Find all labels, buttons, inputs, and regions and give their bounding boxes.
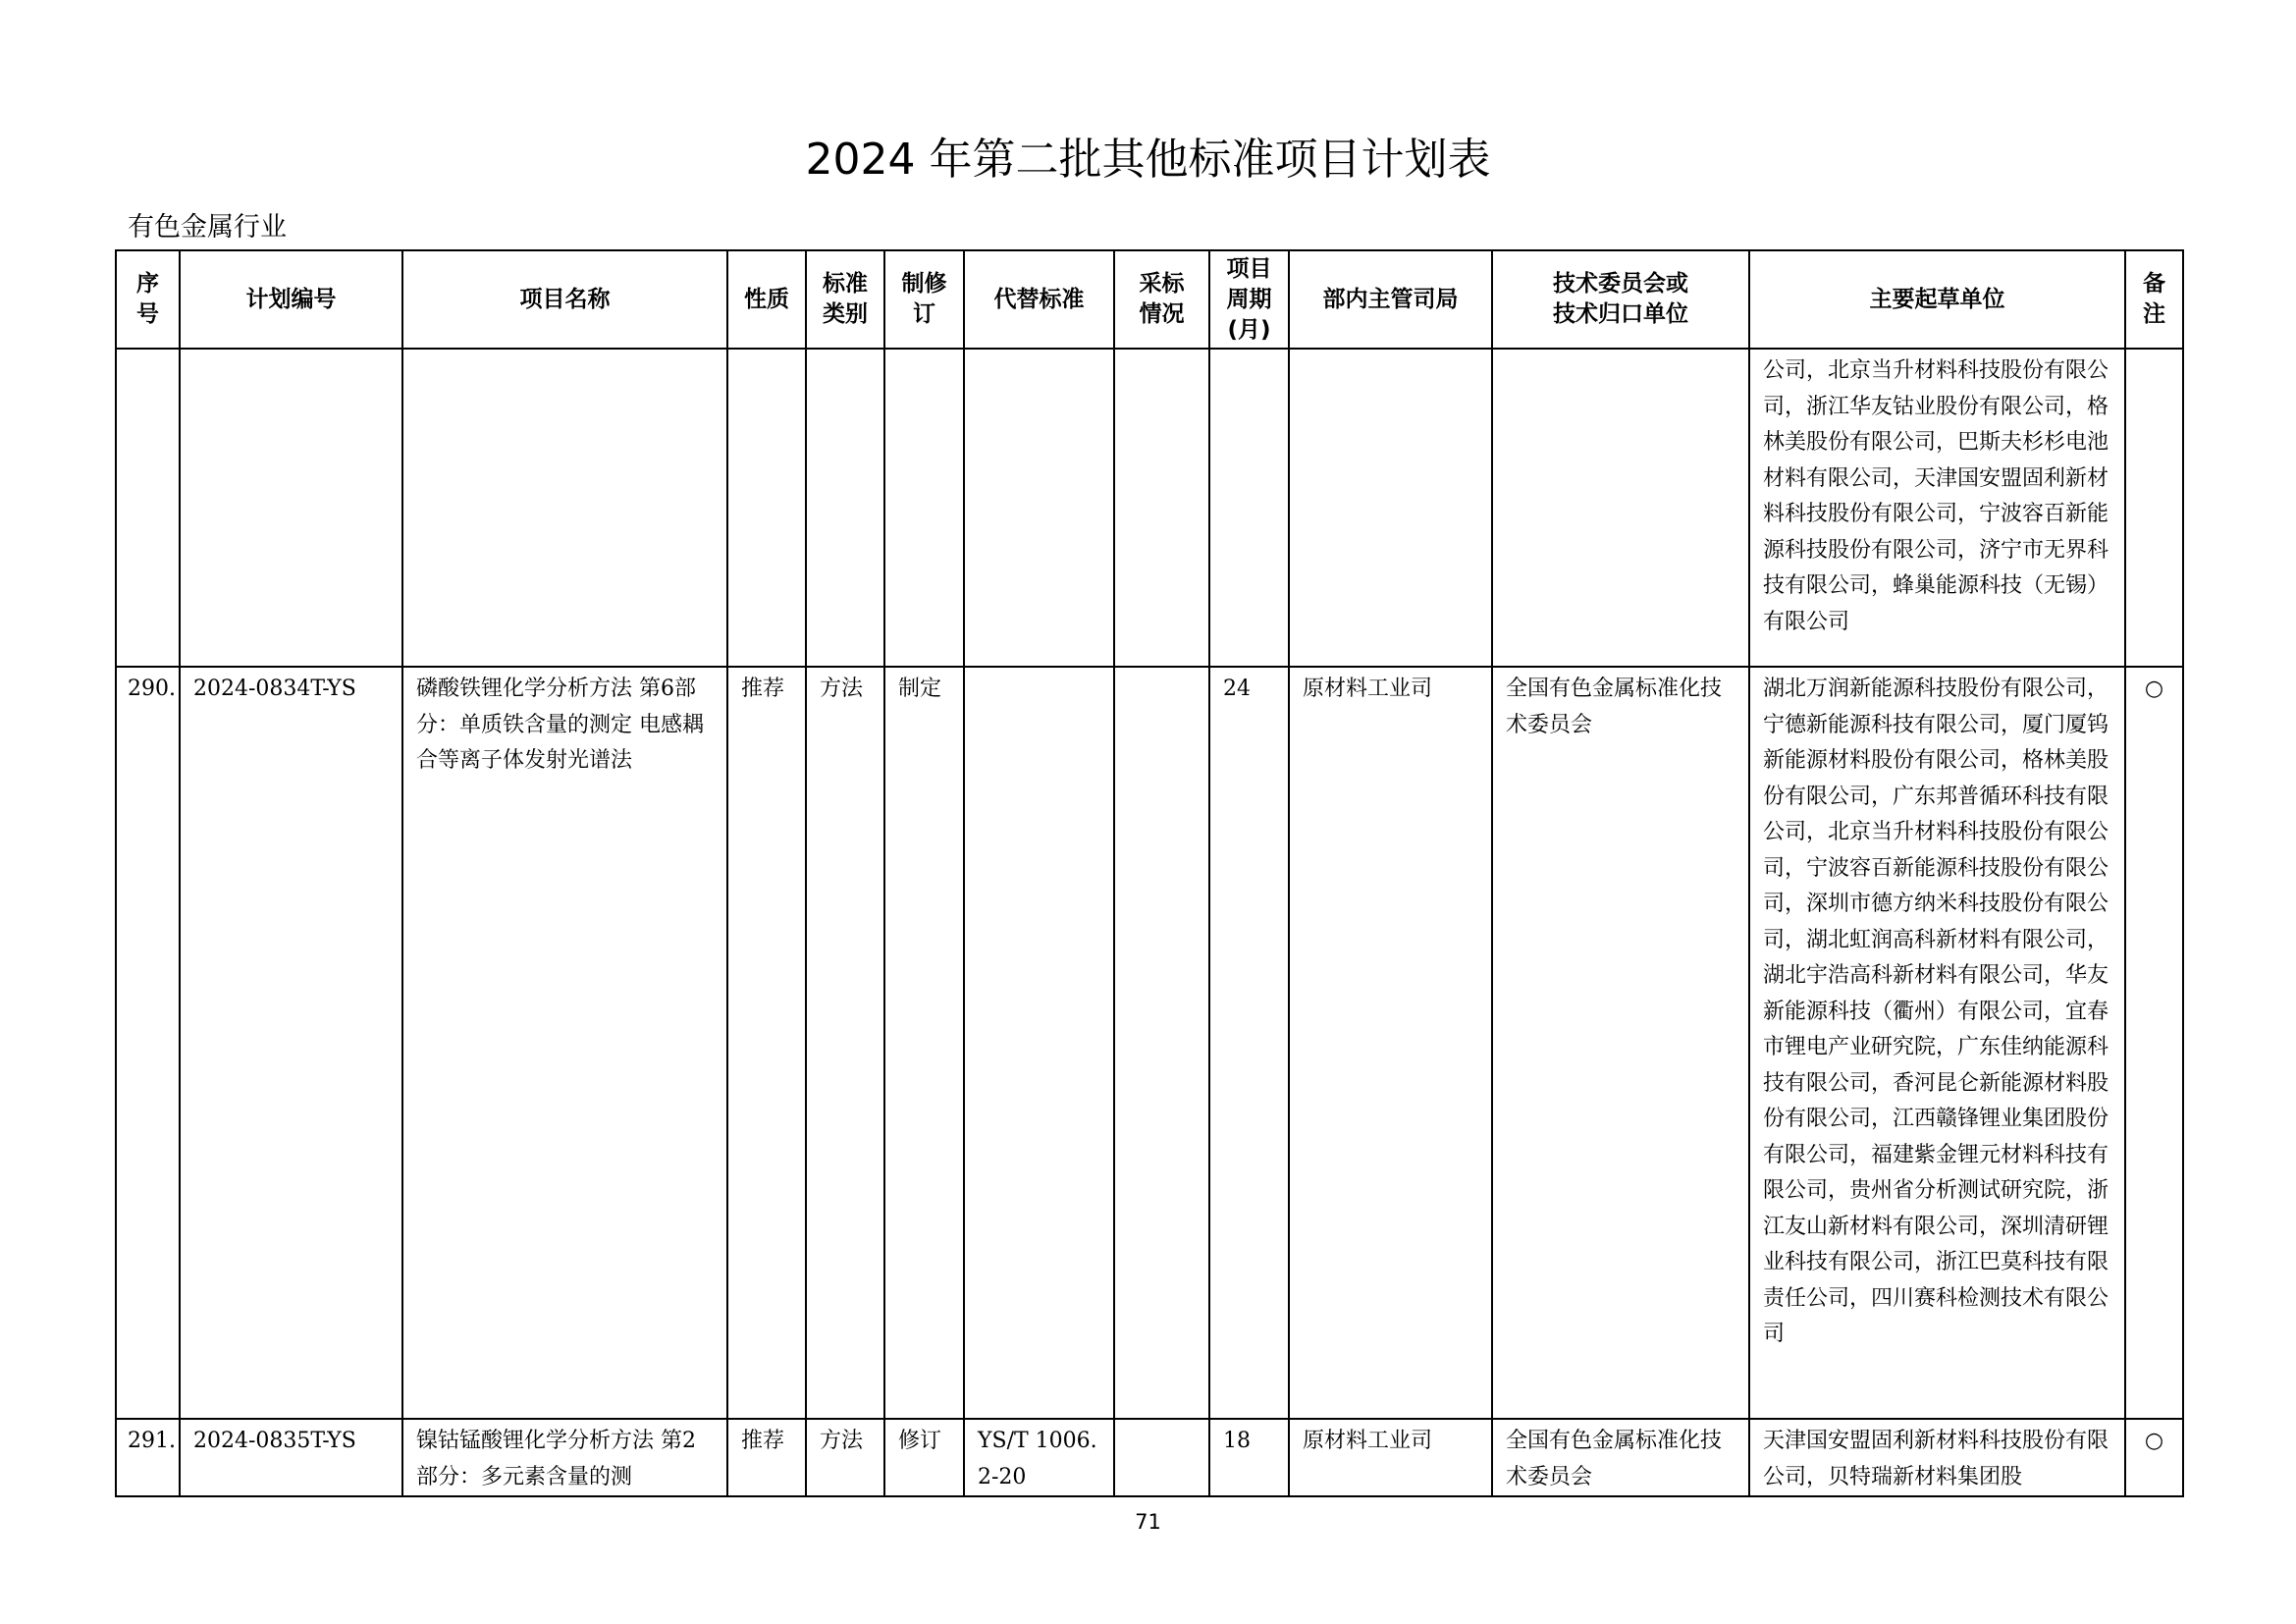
cell-adoption xyxy=(1114,1419,1209,1496)
cell-adoption xyxy=(1114,349,1209,667)
cell-nature: 推荐 xyxy=(727,667,806,1419)
column-header-cycle: 项目 周期 (月) xyxy=(1209,250,1289,349)
cell-adoption xyxy=(1114,667,1209,1419)
cell-department: 原材料工业司 xyxy=(1289,667,1492,1419)
cell-revision: 修订 xyxy=(884,1419,964,1496)
page-title: 2024 年第二批其他标准项目计划表 xyxy=(805,135,1491,185)
column-header-note: 备 注 xyxy=(2125,250,2183,349)
cell-department xyxy=(1289,349,1492,667)
table-header-row xyxy=(116,250,2183,349)
cell-department: 原材料工业司 xyxy=(1289,1419,1492,1496)
cell-plan-no: 2024-0835T-YS xyxy=(180,1419,402,1496)
column-header-revision: 制修 订 xyxy=(884,250,964,349)
cell-seq: 291. xyxy=(116,1419,180,1496)
cell-seq: 290. xyxy=(116,667,180,1419)
cell-drafters: 湖北万润新能源科技股份有限公司，宁德新能源科技有限公司，厦门厦钨新能源材料股份有限公司，格林美股份有限公司，广东邦普循环科技有限公司，北京当升材料科技股份有限公司，宁波容百新能源科技股份有限公司，深圳市德方纳米科技股份有限公司，湖北虹润高科新材料有限公司，湖北宇浩高科新材料有限公司，华友新能源科技（衢州）有限公司，宜春市锂电产业研究院，广东佳纳能源科技有限公司，香河昆仑新能源材料股份有限公司，江西赣锋锂业集团股份有限公司，福建紫金锂元材料科技有限公司，贵州省分析测试研究院，浙江友山新材料有限公司，深圳清研锂业科技有限公司，浙江巴莫科技有限责任公司，四川赛科检测技术有限公司 xyxy=(1749,667,2125,1419)
column-header-adoption: 采标 情况 xyxy=(1114,250,1209,349)
cell-nature: 推荐 xyxy=(727,1419,806,1496)
cell-cycle: 18 xyxy=(1209,1419,1289,1496)
cell-committee: 全国有色金属标准化技术委员会 xyxy=(1492,1419,1749,1496)
column-header-seq: 序 号 xyxy=(116,250,180,349)
cell-nature xyxy=(727,349,806,667)
cell-committee xyxy=(1492,349,1749,667)
table-row xyxy=(116,667,2183,1419)
column-header-name: 项目名称 xyxy=(402,250,727,349)
column-header-category: 标准 类别 xyxy=(806,250,884,349)
cell-revision xyxy=(884,349,964,667)
cell-replaces xyxy=(964,667,1114,1419)
industry-subtitle: 有色金属行业 xyxy=(128,212,287,243)
cell-plan-no: 2024-0834T-YS xyxy=(180,667,402,1419)
cell-name: 镍钴锰酸锂化学分析方法 第2部分：多元素含量的测 xyxy=(402,1419,727,1496)
cell-note: ○ xyxy=(2125,1419,2183,1496)
column-header-drafters: 主要起草单位 xyxy=(1749,250,2125,349)
table-row xyxy=(116,1419,2183,1496)
cell-cycle xyxy=(1209,349,1289,667)
table-row xyxy=(116,349,2183,667)
cell-replaces xyxy=(964,349,1114,667)
cell-cycle: 24 xyxy=(1209,667,1289,1419)
column-header-nature: 性质 xyxy=(727,250,806,349)
cell-replaces: YS/T 1006.2-20 xyxy=(964,1419,1114,1496)
cell-plan-no xyxy=(180,349,402,667)
cell-committee: 全国有色金属标准化技术委员会 xyxy=(1492,667,1749,1419)
standards-plan-table xyxy=(115,249,2184,1497)
cell-drafters: 公司，北京当升材料科技股份有限公司，浙江华友钴业股份有限公司，格林美股份有限公司，巴斯夫杉杉电池材料有限公司，天津国安盟固利新材料科技股份有限公司，宁波容百新能源科技股份有限公司，济宁市无界科技有限公司，蜂巢能源科技（无锡）有限公司 xyxy=(1749,349,2125,667)
cell-note: ○ xyxy=(2125,667,2183,1419)
cell-name xyxy=(402,349,727,667)
column-header-plan-no: 计划编号 xyxy=(180,250,402,349)
cell-category: 方法 xyxy=(806,1419,884,1496)
cell-name: 磷酸铁锂化学分析方法 第6部分：单质铁含量的测定 电感耦合等离子体发射光谱法 xyxy=(402,667,727,1419)
cell-note xyxy=(2125,349,2183,667)
cell-drafters: 天津国安盟固利新材料科技股份有限公司，贝特瑞新材料集团股 xyxy=(1749,1419,2125,1496)
column-header-department: 部内主管司局 xyxy=(1289,250,1492,349)
cell-category: 方法 xyxy=(806,667,884,1419)
cell-revision: 制定 xyxy=(884,667,964,1419)
column-header-replaces: 代替标准 xyxy=(964,250,1114,349)
cell-category xyxy=(806,349,884,667)
cell-seq xyxy=(116,349,180,667)
page-number: 71 xyxy=(1135,1510,1161,1534)
column-header-committee: 技术委员会或 技术归口单位 xyxy=(1492,250,1749,349)
